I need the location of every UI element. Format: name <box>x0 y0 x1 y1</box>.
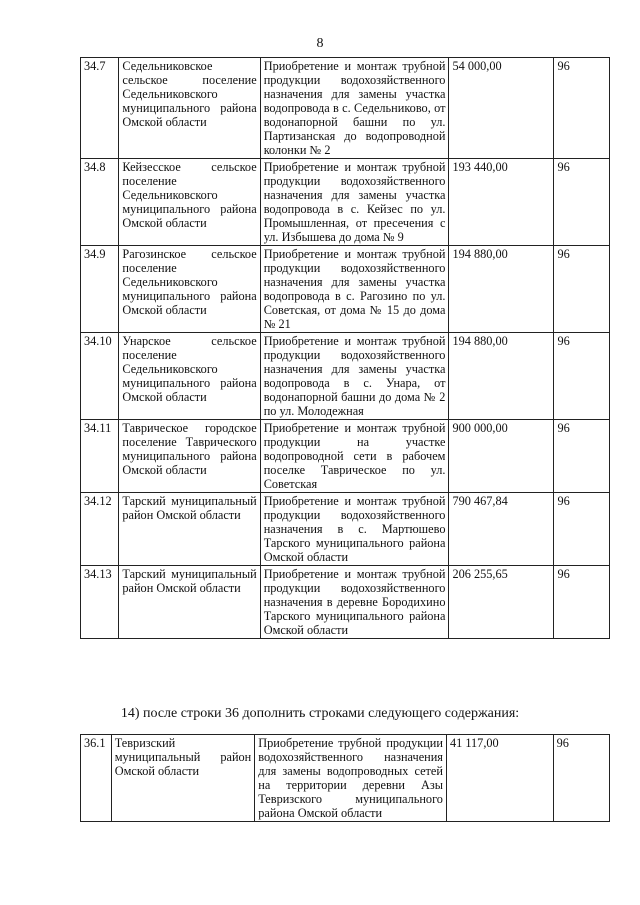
table-row <box>81 333 610 420</box>
amendment-instruction: 14) после строки 36 дополнить строками следующего содержания: <box>120 706 520 721</box>
recipient-name: Седельниковское сельское поселение Седельниковского муниципального района Омской области <box>119 58 260 159</box>
purpose-description: Приобретение и монтаж трубной продукции водохозяйственного назначения для замены участка водопровода в с. Кейзес по ул. Промышленная, от пресечения с ул. Избышева до дома № 9 <box>260 159 449 246</box>
table-row <box>81 493 610 566</box>
row-number: 34.8 <box>81 159 119 246</box>
code: 96 <box>554 420 610 493</box>
recipient-name: Тарский муниципальный район Омской области <box>119 566 260 639</box>
purpose-description: Приобретение и монтаж трубной продукции водохозяйственного назначения в деревне Бородихино Тарского муниципального района Омской области <box>260 566 449 639</box>
subsidy-table <box>80 57 610 639</box>
row-number: 34.13 <box>81 566 119 639</box>
recipient-name: Тарский муниципальный район Омской области <box>119 493 260 566</box>
code: 96 <box>554 159 610 246</box>
amount: 54 000,00 <box>449 58 554 159</box>
amount: 194 880,00 <box>449 246 554 333</box>
purpose-description: Приобретение трубной продукции водохозяйственного назначения для замены водопроводных сетей на территории деревни Азы Тевризского муниципального района Омской области <box>255 735 447 822</box>
row-number: 36.1 <box>81 735 112 822</box>
amount: 194 880,00 <box>449 333 554 420</box>
code: 96 <box>554 246 610 333</box>
code: 96 <box>554 333 610 420</box>
table-row <box>81 735 610 822</box>
recipient-name: Кейзесское сельское поселение Седельниковского муниципального района Омской области <box>119 159 260 246</box>
amount: 193 440,00 <box>449 159 554 246</box>
row-number: 34.9 <box>81 246 119 333</box>
row-number: 34.10 <box>81 333 119 420</box>
row-number: 34.12 <box>81 493 119 566</box>
row-number: 34.7 <box>81 58 119 159</box>
amount: 790 467,84 <box>449 493 554 566</box>
purpose-description: Приобретение и монтаж трубной продукции на участке водопроводной сети в рабочем поселке Таврическое по ул. Советская <box>260 420 449 493</box>
table-row <box>81 420 610 493</box>
recipient-name: Рагозинское сельское поселение Седельниковского муниципального района Омской области <box>119 246 260 333</box>
purpose-description: Приобретение и монтаж трубной продукции водохозяйственного назначения в с. Мартюшево Тарского муниципального района Омской области <box>260 493 449 566</box>
code: 96 <box>553 735 609 822</box>
row-number: 34.11 <box>81 420 119 493</box>
table-row <box>81 246 610 333</box>
amount: 900 000,00 <box>449 420 554 493</box>
code: 96 <box>554 566 610 639</box>
recipient-name: Тевризский муниципальный район Омской области <box>111 735 255 822</box>
code: 96 <box>554 493 610 566</box>
purpose-description: Приобретение и монтаж трубной продукции водохозяйственного назначения для замены участка водопровода в с. Рагозино по ул. Советская, от дома № 15 до дома № 21 <box>260 246 449 333</box>
code: 96 <box>554 58 610 159</box>
amount: 41 117,00 <box>446 735 553 822</box>
recipient-name: Таврическое городское поселение Таврического муниципального района Омской области <box>119 420 260 493</box>
table-row <box>81 566 610 639</box>
added-rows-table <box>80 734 610 822</box>
purpose-description: Приобретение и монтаж трубной продукции водохозяйственного назначения для замены участка водопровода в с. Седельниково, от водонапорной башни по ул. Партизанская до водопроводной колонки № 2 <box>260 58 449 159</box>
recipient-name: Унарское сельское поселение Седельниковского муниципального района Омской области <box>119 333 260 420</box>
table-row <box>81 159 610 246</box>
page-number: 8 <box>316 36 324 51</box>
amount: 206 255,65 <box>449 566 554 639</box>
purpose-description: Приобретение и монтаж трубной продукции водохозяйственного назначения для замены участка водопровода в с. Унара, от водонапорной башни до дома № 2 по ул. Молодежная <box>260 333 449 420</box>
table-row <box>81 58 610 159</box>
